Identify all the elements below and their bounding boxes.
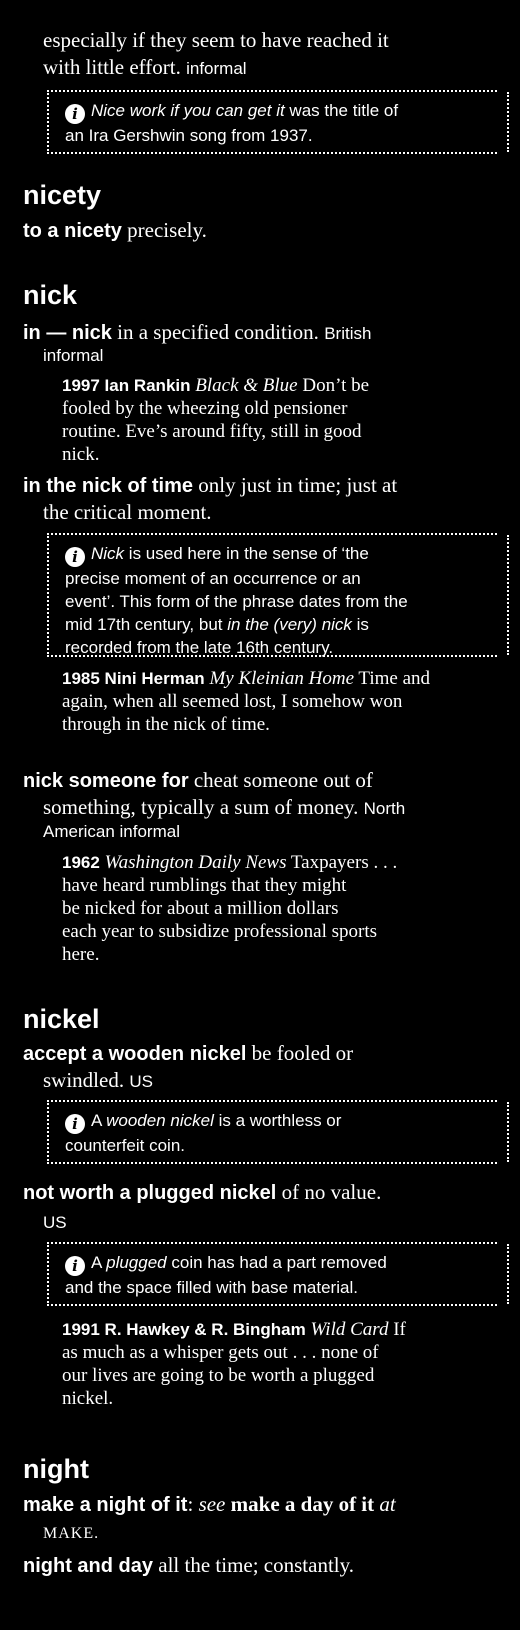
definition-line: with little effort. informal [43,55,247,79]
definition-line: especially if they seem to have reached it [43,28,389,52]
definition-line: swindled. US [43,1068,153,1092]
register-label: North [363,799,406,818]
register-label: US [43,1213,67,1232]
register-label: informal [43,346,104,365]
cross-reference: make a day of it [230,1492,375,1516]
info-icon: i [65,1114,85,1134]
cross-reference-target[interactable]: MAKE. [43,1525,100,1542]
phrase-entry: in the nick of time only just in time; just at [23,473,398,497]
register-label: US [129,1072,153,1091]
register-label: British [324,324,372,343]
definition-line: something, typically a sum of money. North [43,795,406,819]
quotation: 1962 Washington Daily News Taxpayers . . . have heard rumblings that they might be nicked for about a million dollars each year to subsidize professional sports here. [62,852,398,965]
quotation: 1997 Ian Rankin Black & Blue Don’t be fooled by the wheezing old pensioner routine. Eve’s around fifty, still in good nick. [62,375,370,465]
info-icon: i [65,547,85,567]
usage-note: i Nick is used here in the sense of ‘the precise moment of an occurrence or an event’. This form of the phrase dates from the mid 17th century, but in the (very) nick is recorded from the late 16th century. [47,533,497,657]
register-label: informal [186,59,247,78]
headword: nick [23,280,78,310]
headword: night [23,1454,89,1484]
phrase-entry: not worth a plugged nickel of no value. [23,1180,382,1204]
usage-note: i Nice work if you can get it was the title of an Ira Gershwin song from 1937. [47,90,497,154]
headword: nickel [23,1004,100,1034]
register-label: American informal [43,822,180,841]
phrase-entry: make a night of it: see make a day of it at [23,1492,396,1516]
headword: nicety [23,180,102,210]
phrase-entry: nick someone for cheat someone out of [23,768,373,792]
usage-note: i A wooden nickel is a worthless or counterfeit coin. [47,1100,497,1164]
phrase-entry: to a nicety precisely. [23,218,207,242]
usage-note: i A plugged coin has had a part removed and the space filled with base material. [47,1242,497,1306]
quotation: 1985 Nini Herman My Kleinian Home Time and again, when all seemed lost, I somehow won through in the nick of time. [62,668,431,735]
phrase-entry: night and day all the time; constantly. [23,1553,355,1577]
definition-line: the critical moment. [43,500,212,524]
phrase-entry: accept a wooden nickel be fooled or [23,1041,354,1065]
info-icon: i [65,104,85,124]
phrase-entry: in — nick in a specified condition. British [23,320,372,344]
quotation: 1991 R. Hawkey & R. Bingham Wild Card If as much as a whisper gets out . . . none of our lives are going to be worth a plugged nickel. [62,1319,406,1409]
info-icon: i [65,1256,85,1276]
